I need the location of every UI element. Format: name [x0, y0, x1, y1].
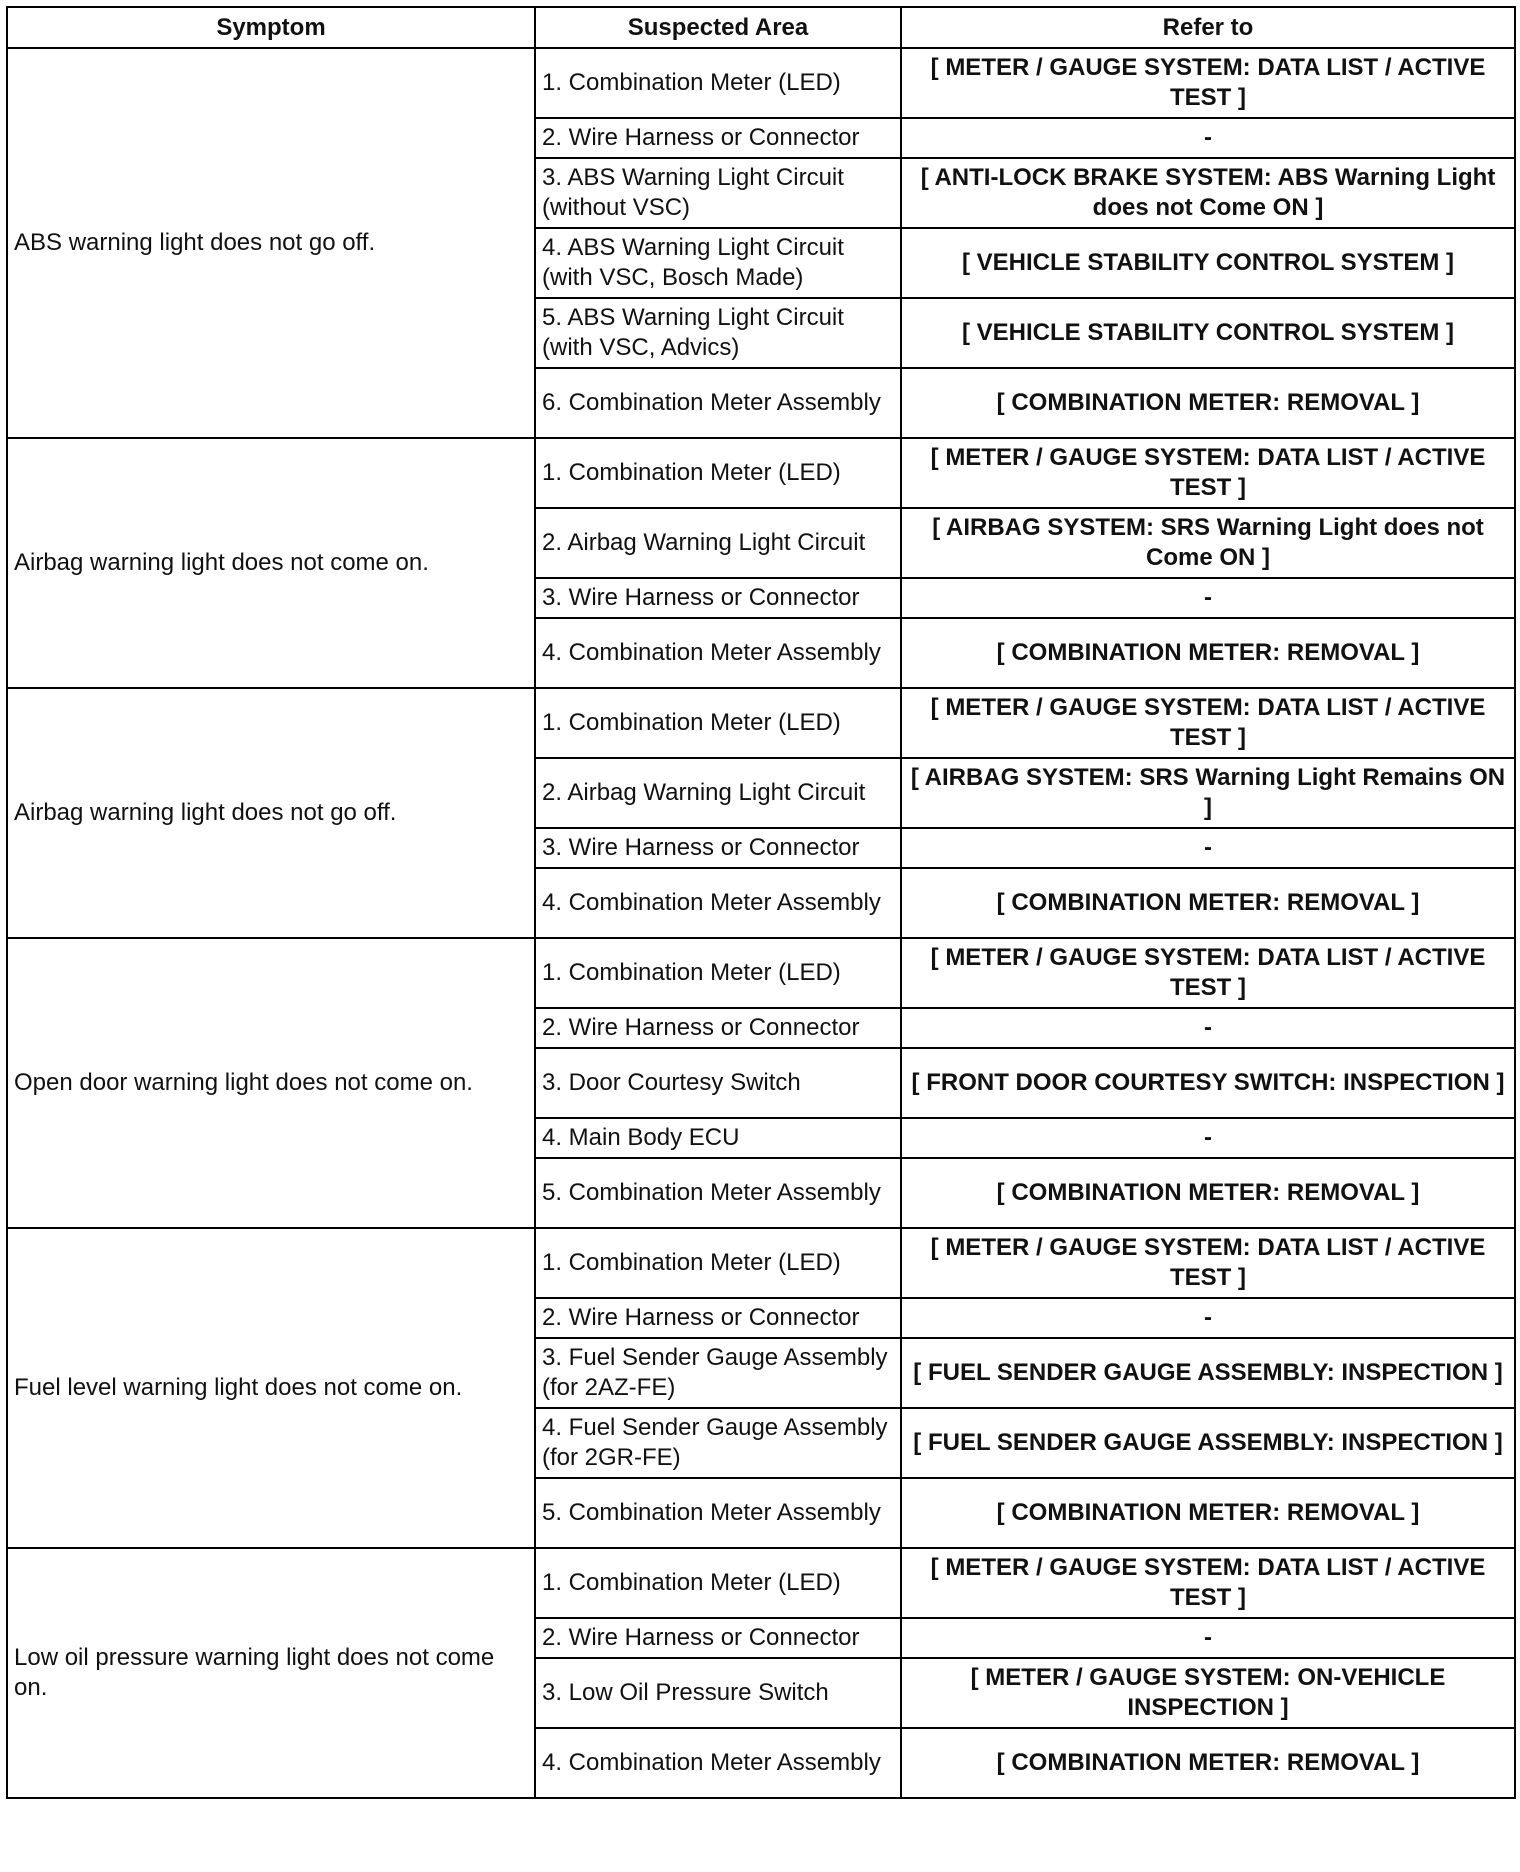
symptom-cell: Low oil pressure warning light does not come on. — [7, 1548, 535, 1798]
symptom-cell: Airbag warning light does not go off. — [7, 688, 535, 938]
suspected-area-cell: 2. Airbag Warning Light Circuit — [535, 758, 901, 828]
table-row — [7, 938, 1515, 1008]
suspected-area-cell: 4. Combination Meter Assembly — [535, 1728, 901, 1798]
table-row — [7, 438, 1515, 508]
refer-to-cell: [ ANTI-LOCK BRAKE SYSTEM: ABS Warning Light does not Come ON ] — [901, 158, 1515, 228]
symptom-cell: Open door warning light does not come on. — [7, 938, 535, 1228]
refer-to-cell: - — [901, 828, 1515, 868]
refer-to-cell: [ METER / GAUGE SYSTEM: DATA LIST / ACTIVE TEST ] — [901, 1228, 1515, 1298]
suspected-area-cell: 5. ABS Warning Light Circuit (with VSC, Advics) — [535, 298, 901, 368]
refer-to-cell: - — [901, 1298, 1515, 1338]
refer-to-cell: - — [901, 1618, 1515, 1658]
refer-to-cell: - — [901, 1008, 1515, 1048]
table-row — [7, 1228, 1515, 1298]
refer-to-cell: [ COMBINATION METER: REMOVAL ] — [901, 868, 1515, 938]
header-suspected-area: Suspected Area — [535, 7, 901, 48]
refer-to-cell: [ VEHICLE STABILITY CONTROL SYSTEM ] — [901, 298, 1515, 368]
refer-to-cell: [ METER / GAUGE SYSTEM: DATA LIST / ACTIVE TEST ] — [901, 1548, 1515, 1618]
refer-to-cell: [ COMBINATION METER: REMOVAL ] — [901, 1728, 1515, 1798]
refer-to-cell: - — [901, 578, 1515, 618]
suspected-area-cell: 1. Combination Meter (LED) — [535, 1548, 901, 1618]
troubleshooting-table — [6, 6, 1516, 1799]
suspected-area-cell: 1. Combination Meter (LED) — [535, 688, 901, 758]
refer-to-cell: [ COMBINATION METER: REMOVAL ] — [901, 1478, 1515, 1548]
suspected-area-cell: 5. Combination Meter Assembly — [535, 1478, 901, 1548]
refer-to-cell: [ COMBINATION METER: REMOVAL ] — [901, 1158, 1515, 1228]
symptom-cell: ABS warning light does not go off. — [7, 48, 535, 438]
suspected-area-cell: 4. Combination Meter Assembly — [535, 618, 901, 688]
suspected-area-cell: 2. Wire Harness or Connector — [535, 1298, 901, 1338]
refer-to-cell: [ METER / GAUGE SYSTEM: DATA LIST / ACTIVE TEST ] — [901, 438, 1515, 508]
suspected-area-cell: 3. Fuel Sender Gauge Assembly (for 2AZ-FE) — [535, 1338, 901, 1408]
suspected-area-cell: 2. Wire Harness or Connector — [535, 118, 901, 158]
table-row — [7, 1548, 1515, 1618]
suspected-area-cell: 2. Wire Harness or Connector — [535, 1008, 901, 1048]
refer-to-cell: [ METER / GAUGE SYSTEM: DATA LIST / ACTIVE TEST ] — [901, 688, 1515, 758]
suspected-area-cell: 3. ABS Warning Light Circuit (without VSC) — [535, 158, 901, 228]
suspected-area-cell: 3. Wire Harness or Connector — [535, 828, 901, 868]
header-row — [7, 7, 1515, 48]
header-refer-to: Refer to — [901, 7, 1515, 48]
suspected-area-cell: 2. Airbag Warning Light Circuit — [535, 508, 901, 578]
suspected-area-cell: 4. Main Body ECU — [535, 1118, 901, 1158]
header-symptom: Symptom — [7, 7, 535, 48]
table-body — [7, 48, 1515, 1798]
suspected-area-cell: 4. Combination Meter Assembly — [535, 868, 901, 938]
suspected-area-cell: 1. Combination Meter (LED) — [535, 438, 901, 508]
refer-to-cell: [ VEHICLE STABILITY CONTROL SYSTEM ] — [901, 228, 1515, 298]
suspected-area-cell: 1. Combination Meter (LED) — [535, 938, 901, 1008]
refer-to-cell: [ AIRBAG SYSTEM: SRS Warning Light does not Come ON ] — [901, 508, 1515, 578]
refer-to-cell: [ FUEL SENDER GAUGE ASSEMBLY: INSPECTION ] — [901, 1338, 1515, 1408]
table-row — [7, 48, 1515, 118]
symptom-cell: Fuel level warning light does not come on. — [7, 1228, 535, 1548]
refer-to-cell: [ METER / GAUGE SYSTEM: ON-VEHICLE INSPECTION ] — [901, 1658, 1515, 1728]
refer-to-cell: [ COMBINATION METER: REMOVAL ] — [901, 618, 1515, 688]
refer-to-cell: [ FRONT DOOR COURTESY SWITCH: INSPECTION ] — [901, 1048, 1515, 1118]
suspected-area-cell: 3. Door Courtesy Switch — [535, 1048, 901, 1118]
refer-to-cell: [ FUEL SENDER GAUGE ASSEMBLY: INSPECTION ] — [901, 1408, 1515, 1478]
suspected-area-cell: 4. ABS Warning Light Circuit (with VSC, Bosch Made) — [535, 228, 901, 298]
suspected-area-cell: 4. Fuel Sender Gauge Assembly (for 2GR-FE) — [535, 1408, 901, 1478]
symptom-cell: Airbag warning light does not come on. — [7, 438, 535, 688]
suspected-area-cell: 3. Low Oil Pressure Switch — [535, 1658, 901, 1728]
refer-to-cell: [ METER / GAUGE SYSTEM: DATA LIST / ACTIVE TEST ] — [901, 48, 1515, 118]
suspected-area-cell: 5. Combination Meter Assembly — [535, 1158, 901, 1228]
refer-to-cell: [ AIRBAG SYSTEM: SRS Warning Light Remains ON ] — [901, 758, 1515, 828]
refer-to-cell: - — [901, 118, 1515, 158]
table-row — [7, 688, 1515, 758]
suspected-area-cell: 1. Combination Meter (LED) — [535, 48, 901, 118]
refer-to-cell: [ METER / GAUGE SYSTEM: DATA LIST / ACTIVE TEST ] — [901, 938, 1515, 1008]
suspected-area-cell: 6. Combination Meter Assembly — [535, 368, 901, 438]
suspected-area-cell: 1. Combination Meter (LED) — [535, 1228, 901, 1298]
suspected-area-cell: 3. Wire Harness or Connector — [535, 578, 901, 618]
suspected-area-cell: 2. Wire Harness or Connector — [535, 1618, 901, 1658]
refer-to-cell: [ COMBINATION METER: REMOVAL ] — [901, 368, 1515, 438]
refer-to-cell: - — [901, 1118, 1515, 1158]
